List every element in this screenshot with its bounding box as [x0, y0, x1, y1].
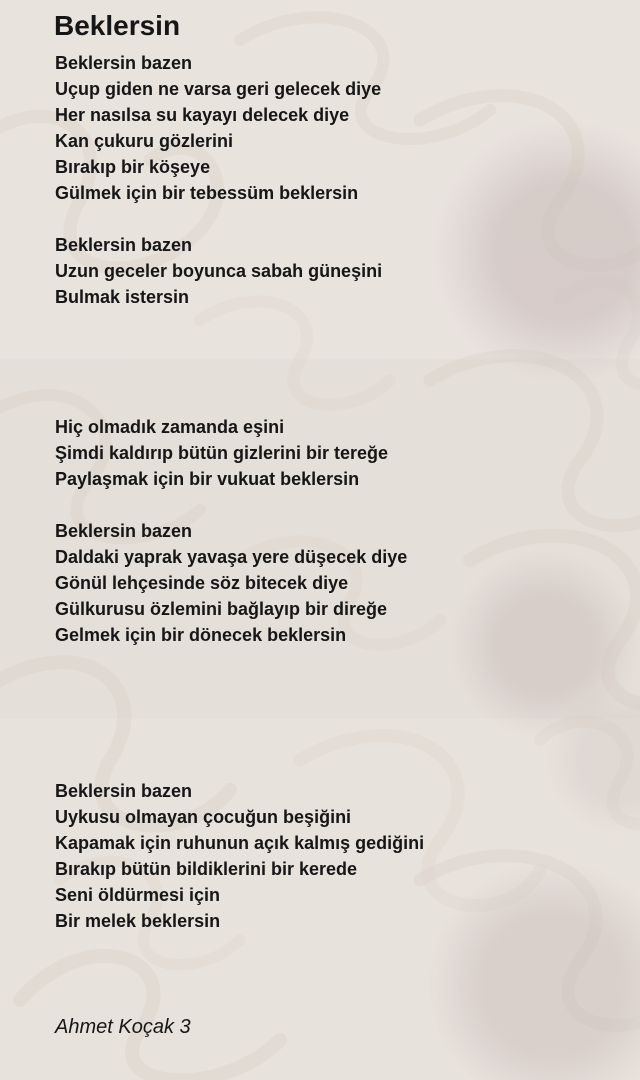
poem-line: Beklersin bazen: [55, 53, 193, 73]
poem-line: [55, 648, 595, 674]
poem-body: [55, 50, 595, 934]
poem-line: Seni öldürmesi için: [55, 885, 221, 905]
poem-line: Hiç olmadık zamanda eşini: [55, 417, 285, 437]
poem-line: Daldaki yaprak yavaşa yere düşecek diye: [55, 547, 408, 567]
poem-line: Paylaşmak için bir vukuat beklersin: [55, 469, 360, 489]
poem-line: Beklersin bazen: [55, 781, 193, 801]
poem-line: [55, 336, 595, 362]
poem-line: Kapamak için ruhunun açık kalmış gediğini: [55, 833, 425, 853]
poem-line: Gülmek için bir tebessüm beklersin: [55, 183, 359, 203]
poem-line: [55, 206, 595, 232]
poem-line: Bırakıp bütün bildiklerini bir kerede: [55, 859, 358, 879]
poem-line: Şimdi kaldırıp bütün gizlerini bir tereğe: [55, 443, 389, 463]
poem-line: [55, 492, 595, 518]
author-name: Ahmet Koçak 3: [55, 1016, 191, 1038]
poem-line: Beklersin bazen: [55, 235, 193, 255]
poem-line: [55, 674, 595, 700]
poem-title: Beklersin: [54, 10, 181, 41]
poem-line: [55, 752, 595, 778]
poem-line: Beklersin bazen: [55, 521, 193, 541]
poem-line: Her nasılsa su kayayı delecek diye: [55, 105, 350, 125]
poem-line: Bir melek beklersin: [55, 911, 221, 931]
poem-line: Uykusu olmayan çocuğun beşiğini: [55, 807, 352, 827]
poem-line: Gülkurusu özlemini bağlayıp bir direğe: [55, 599, 388, 619]
poem-line: Uzun geceler boyunca sabah güneşini: [55, 261, 383, 281]
poem-line: [55, 310, 595, 336]
poem-line: Gelmek için bir dönecek beklersin: [55, 625, 347, 645]
poem-line: Bırakıp bir köşeye: [55, 157, 211, 177]
poem-line: [55, 362, 595, 388]
poem-line: [55, 726, 595, 752]
poem-line: Kan çukuru gözlerini: [55, 131, 234, 151]
poem-line: Gönül lehçesinde söz bitecek diye: [55, 573, 349, 593]
poem-line: Uçup giden ne varsa geri gelecek diye: [55, 79, 382, 99]
poem-line: Bulmak istersin: [55, 287, 190, 307]
poem-line: [55, 388, 595, 414]
poem-line: [55, 700, 595, 726]
